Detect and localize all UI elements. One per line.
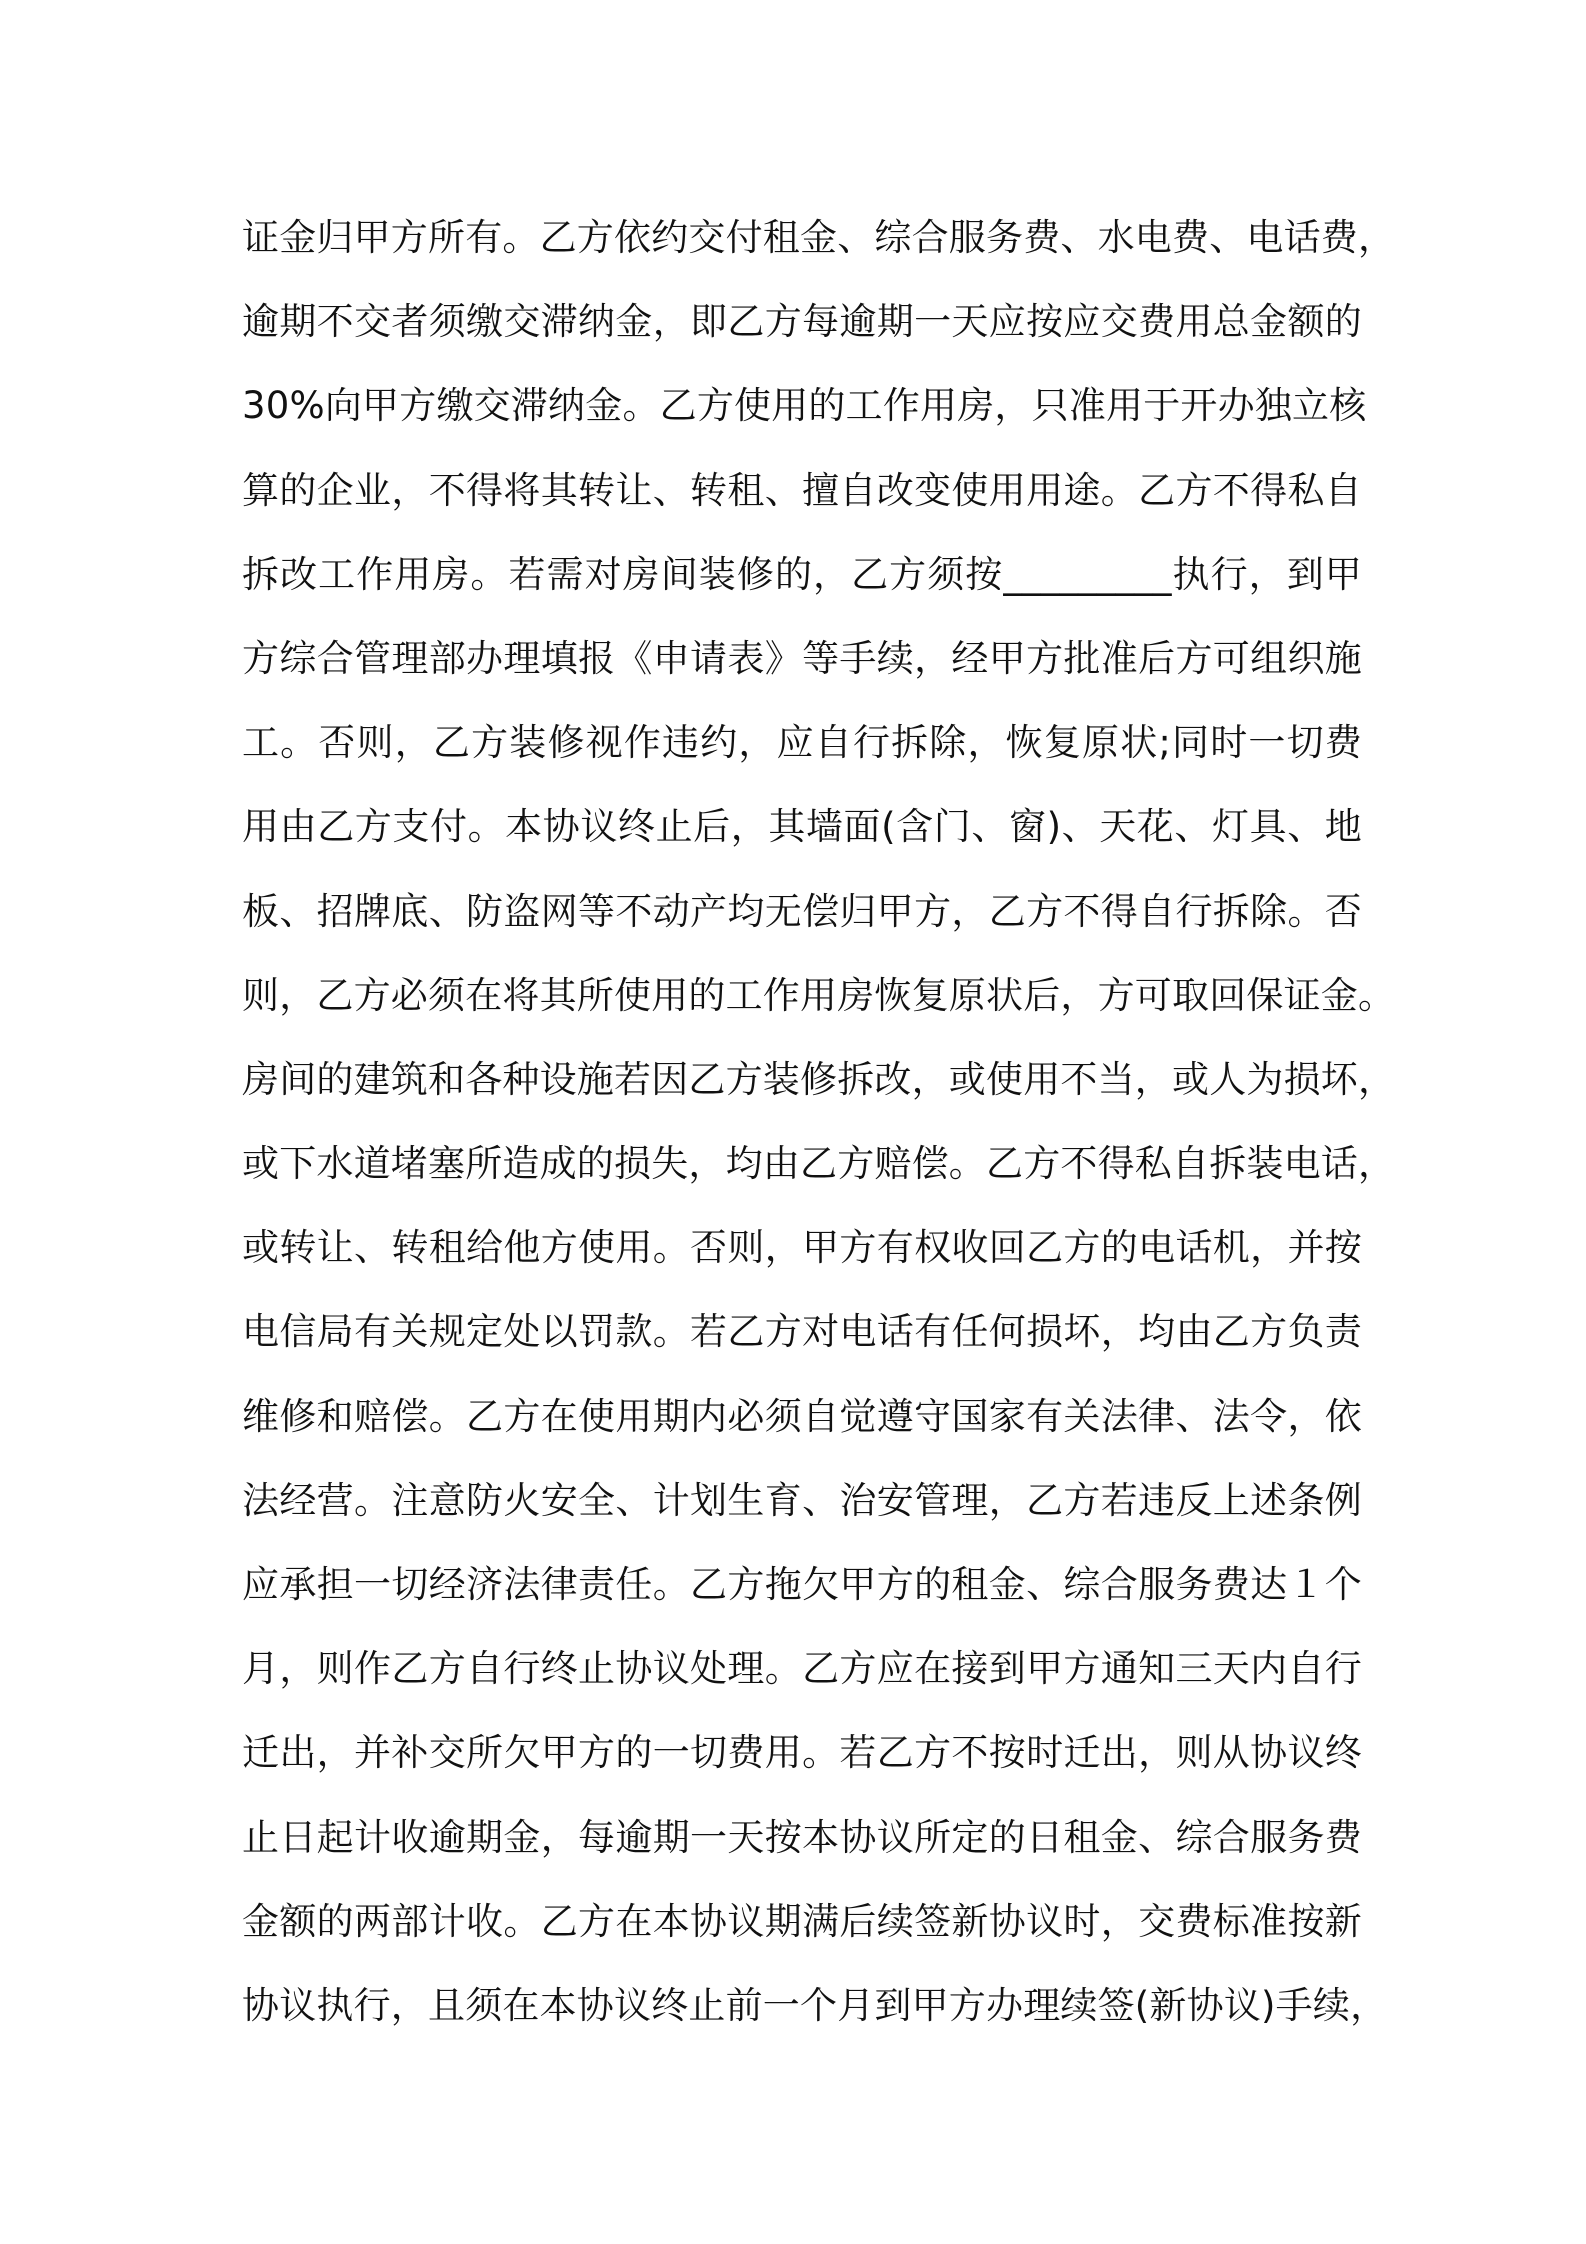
text-line: 板、招牌底、防盗网等不动产均无偿归甲方，乙方不得自行拆除。否 xyxy=(242,889,1362,933)
text-line: 月，则作乙方自行终止协议处理。乙方应在接到甲方通知三天内自行 xyxy=(242,1647,1362,1691)
text-line: 或转让、转租给他方使用。否则，甲方有权收回乙方的电话机，并按 xyxy=(242,1226,1362,1270)
text-line: 协议执行，且须在本协议终止前一个月到甲方办理续签(新协议)手续， xyxy=(242,1983,1388,2027)
text-line: 算的企业，不得将其转让、转租、擅自改变使用用途。乙方不得私自 xyxy=(242,468,1362,512)
text-line: 用由乙方支付。本协议终止后，其墙面(含门、窗)、天花、灯具、地 xyxy=(242,805,1362,849)
text-line: 方综合管理部办理填报《申请表》等手续，经甲方批准后方可组织施 xyxy=(242,636,1362,680)
text-line: 房间的建筑和各种设施若因乙方装修拆改，或使用不当，或人为损坏， xyxy=(242,1057,1396,1101)
text-line: 金额的两部计收。乙方在本协议期满后续签新协议时，交费标准按新 xyxy=(242,1899,1362,1943)
text-line: 止日起计收逾期金，每逾期一天按本协议所定的日租金、综合服务费 xyxy=(242,1815,1362,1859)
text-line: 法经营。注意防火安全、计划生育、治安管理，乙方若违反上述条例 xyxy=(242,1478,1362,1522)
text-line: 迁出，并补交所欠甲方的一切费用。若乙方不按时迁出，则从协议终 xyxy=(242,1731,1362,1775)
text-line: 或下水道堵塞所造成的损失，均由乙方赔偿。乙方不得私自拆装电话， xyxy=(242,1142,1396,1186)
body-text xyxy=(242,196,1396,2048)
text-line: 拆改工作用房。若需对房间装修的，乙方须按_________执行，到甲 xyxy=(242,552,1362,596)
text-line: 工。否则，乙方装修视作违约，应自行拆除，恢复原状;同时一切费 xyxy=(242,721,1362,765)
text-line: 电信局有关规定处以罚款。若乙方对电话有任何损坏，均由乙方负责 xyxy=(242,1310,1362,1354)
text-line: 30%向甲方缴交滞纳金。乙方使用的工作用房，只准用于开办独立核 xyxy=(242,384,1367,428)
text-line: 则，乙方必须在将其所使用的工作用房恢复原状后，方可取回保证金。 xyxy=(242,973,1396,1017)
text-line: 证金归甲方所有。乙方依约交付租金、综合服务费、水电费、电话费， xyxy=(242,216,1396,259)
text-line: 维修和赔偿。乙方在使用期内必须自觉遵守国家有关法律、法令，依 xyxy=(242,1394,1362,1438)
text-line: 逾期不交者须缴交滞纳金，即乙方每逾期一天应按应交费用总金额的 xyxy=(242,300,1362,344)
text-line: 应承担一切经济法律责任。乙方拖欠甲方的租金、综合服务费达１个 xyxy=(242,1563,1362,1606)
